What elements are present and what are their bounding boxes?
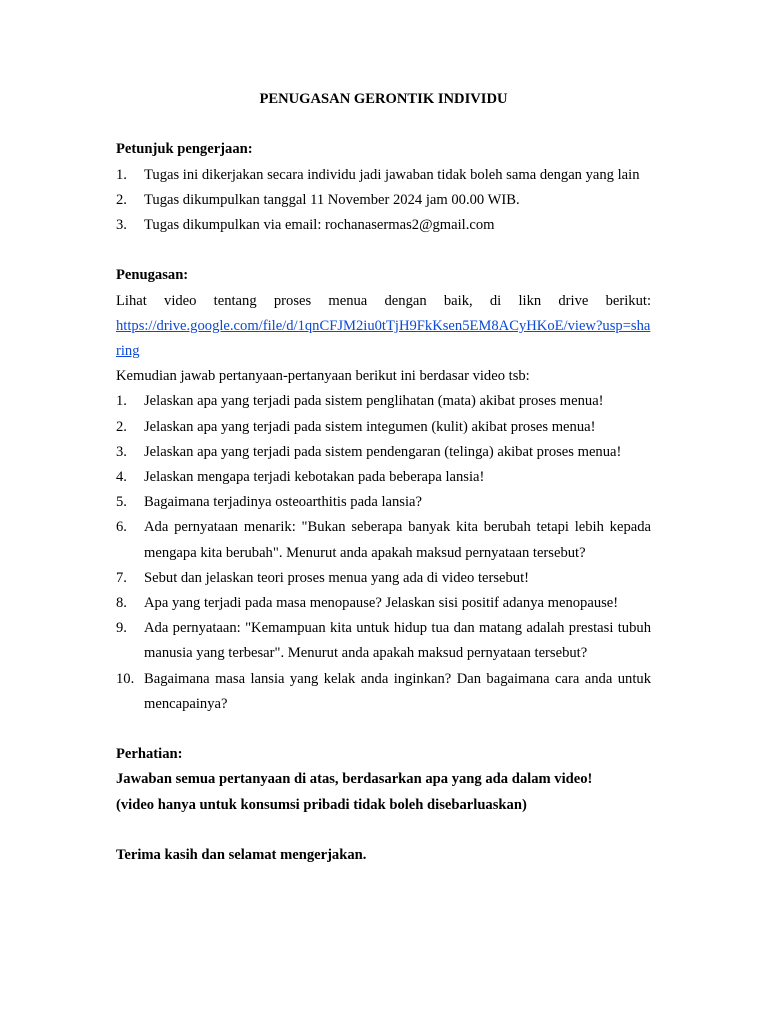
item-number: 1. xyxy=(116,166,127,183)
notice-heading: Perhatian: xyxy=(116,746,183,763)
assignment-heading: Penugasan: xyxy=(116,267,189,284)
list-item xyxy=(116,415,651,440)
item-number: 2. xyxy=(116,418,127,435)
list-item xyxy=(116,515,651,565)
assignment-intro: Lihat video tentang proses menua dengan baik, di likn drive berikut: xyxy=(116,292,651,309)
list-item xyxy=(116,440,651,465)
list-item xyxy=(116,213,651,238)
drive-link[interactable]: https://drive.google.com/file/d/1qnCFJM2iu0tTjH9FkKsen5EM8ACyHKoE/view?usp=sharing xyxy=(116,317,651,359)
document-page xyxy=(116,87,651,868)
spacer xyxy=(116,238,651,263)
list-item xyxy=(116,188,651,213)
spacer xyxy=(116,717,651,742)
list-item xyxy=(116,616,651,666)
item-text: Tugas ini dikerjakan secara individu jadi jawaban tidak boleh sama dengan yang lain xyxy=(144,166,640,183)
list-item xyxy=(116,566,651,591)
item-text: Bagaimana terjadinya osteoarthitis pada lansia? xyxy=(144,494,422,511)
item-text: Sebut dan jelaskan teori proses menua yang ada di video tersebut! xyxy=(144,569,529,586)
item-number: 5. xyxy=(116,494,127,511)
list-item xyxy=(116,591,651,616)
item-text: Jelaskan apa yang terjadi pada sistem penglihatan (mata) akibat proses menua! xyxy=(144,393,604,410)
list-item xyxy=(116,490,651,515)
item-text: Jelaskan mengapa terjadi kebotakan pada beberapa lansia! xyxy=(144,469,485,486)
notice-line: Jawaban semua pertanyaan di atas, berdasarkan apa yang ada dalam video! xyxy=(116,771,593,788)
item-text: Tugas dikumpulkan via email: rochanasermas2@gmail.com xyxy=(144,217,495,233)
item-number: 8. xyxy=(116,595,127,612)
item-text: Tugas dikumpulkan tanggal 11 November 2024 jam 00.00 WIB. xyxy=(144,191,520,208)
item-text: Ada pernyataan menarik: "Bukan seberapa banyak kita berubah tetapi lebih kepada mengapa kita berubah". Menurut anda apakah maksud pernyataan tersebut? xyxy=(144,519,651,561)
item-number: 7. xyxy=(116,569,127,586)
list-item xyxy=(116,667,651,717)
notice-line: (video hanya untuk konsumsi pribadi tidak boleh disebarluaskan) xyxy=(116,796,527,813)
instructions-list xyxy=(116,163,651,239)
list-item xyxy=(116,389,651,414)
item-text: Jelaskan apa yang terjadi pada sistem pendengaran (telinga) akibat proses menua! xyxy=(144,443,622,460)
item-text: Apa yang terjadi pada masa menopause? Jelaskan sisi positif adanya menopause! xyxy=(144,595,619,612)
item-number: 6. xyxy=(116,519,127,536)
item-text: Ada pernyataan: "Kemampuan kita untuk hidup tua dan matang adalah prestasi tubuh manusia yang terbesar". Menurut anda apakah maksud pernyataan tersebut? xyxy=(144,620,651,662)
item-text: Jelaskan apa yang terjadi pada sistem integumen (kulit) akibat proses menua! xyxy=(144,418,596,435)
item-text: Bagaimana masa lansia yang kelak anda inginkan? Dan bagaimana cara anda untuk mencapainya? xyxy=(144,670,651,712)
item-number: 1. xyxy=(116,393,127,410)
item-number: 3. xyxy=(116,217,127,233)
item-number: 10. xyxy=(116,670,135,687)
list-item xyxy=(116,163,651,188)
item-number: 3. xyxy=(116,443,127,460)
item-number: 9. xyxy=(116,620,127,637)
assignment-lead: Kemudian jawab pertanyaan-pertanyaan berikut ini berdasar video tsb: xyxy=(116,368,530,385)
list-item xyxy=(116,465,651,490)
questions-list xyxy=(116,389,651,717)
link-paragraph xyxy=(116,314,651,364)
document-title: PENUGASAN GERONTIK INDIVIDU xyxy=(259,91,508,107)
closing-text: Terima kasih dan selamat mengerjakan. xyxy=(116,847,367,864)
item-number: 2. xyxy=(116,191,127,208)
spacer xyxy=(116,112,651,137)
item-number: 4. xyxy=(116,469,127,486)
spacer xyxy=(116,818,651,843)
instructions-heading: Petunjuk pengerjaan: xyxy=(116,141,253,158)
